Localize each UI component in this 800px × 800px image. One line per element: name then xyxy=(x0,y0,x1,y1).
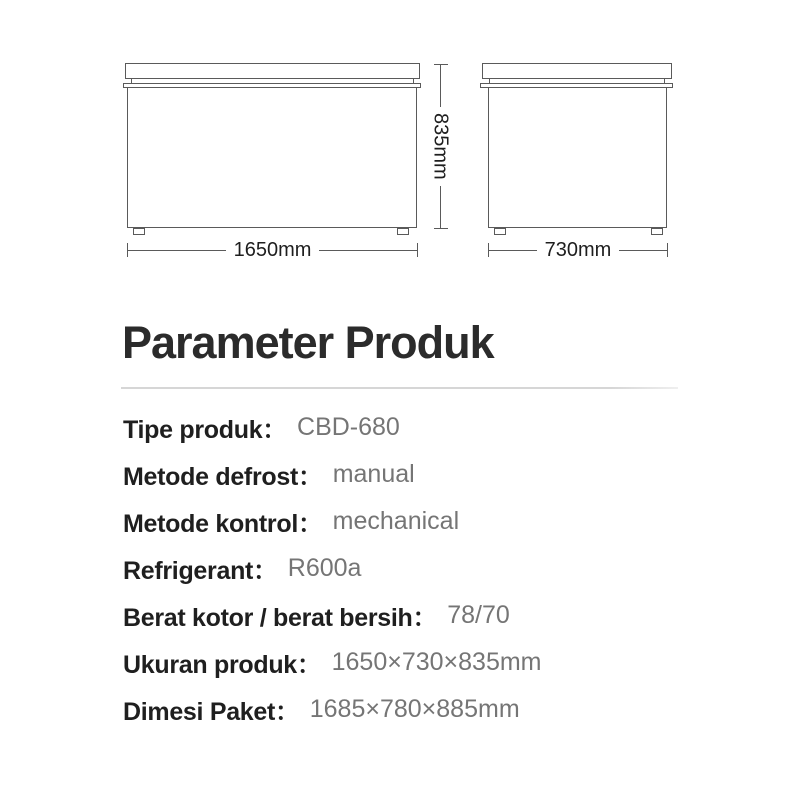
spec-value: mechanical xyxy=(332,507,460,535)
freezer-foot-left-front xyxy=(133,228,145,235)
dimension-line xyxy=(440,186,441,228)
height-dimension xyxy=(429,64,452,229)
freezer-body-front xyxy=(127,87,417,228)
spec-label: Dimesi Paket： xyxy=(123,697,300,726)
dimension-tick xyxy=(667,243,668,257)
freezer-lid-front xyxy=(125,63,420,79)
freezer-body-side xyxy=(488,87,667,228)
spec-row-tipe-produk xyxy=(123,404,683,451)
spec-label: Ukuran produk： xyxy=(123,650,322,679)
dimension-line xyxy=(128,250,226,251)
spec-row-refrigerant xyxy=(123,545,683,592)
width-dimension-front xyxy=(127,239,418,261)
dimension-tick xyxy=(417,243,418,257)
spec-row-ukuran-produk xyxy=(123,639,683,686)
freezer-foot-left-side xyxy=(494,228,506,235)
dimension-line xyxy=(489,250,537,251)
spec-value: 1685×780×885mm xyxy=(309,695,520,723)
spec-label: Refrigerant： xyxy=(123,556,278,585)
dimension-tick xyxy=(434,228,448,229)
dimension-label-width-front: 1650mm xyxy=(233,239,312,261)
width-dimension-side xyxy=(488,239,668,261)
dimension-line xyxy=(319,250,417,251)
spec-row-berat xyxy=(123,592,683,639)
spec-label: Tipe produk： xyxy=(123,415,288,444)
spec-value: 78/70 xyxy=(447,601,510,629)
dimension-label-width-side: 730mm xyxy=(544,239,612,261)
freezer-foot-right-front xyxy=(397,228,409,235)
dimension-line xyxy=(619,250,667,251)
freezer-lid-side xyxy=(482,63,672,79)
dimension-label-height: 835mm xyxy=(429,113,452,180)
spec-value: manual xyxy=(332,460,415,488)
title-divider xyxy=(121,387,678,389)
spec-value: R600a xyxy=(287,554,362,582)
spec-row-metode-defrost xyxy=(123,451,683,498)
spec-value: CBD-680 xyxy=(297,413,400,441)
spec-label: Berat kotor / berat bersih： xyxy=(123,603,438,632)
spec-row-metode-kontrol xyxy=(123,498,683,545)
spec-label: Metode defrost： xyxy=(123,462,323,491)
freezer-foot-right-side xyxy=(651,228,663,235)
spec-list xyxy=(123,404,683,733)
dimension-line xyxy=(440,65,441,107)
spec-value: 1650×730×835mm xyxy=(331,648,542,676)
spec-row-dimensi-paket xyxy=(123,686,683,733)
page-title: Parameter Produk xyxy=(122,317,494,368)
spec-label: Metode kontrol： xyxy=(123,509,323,538)
